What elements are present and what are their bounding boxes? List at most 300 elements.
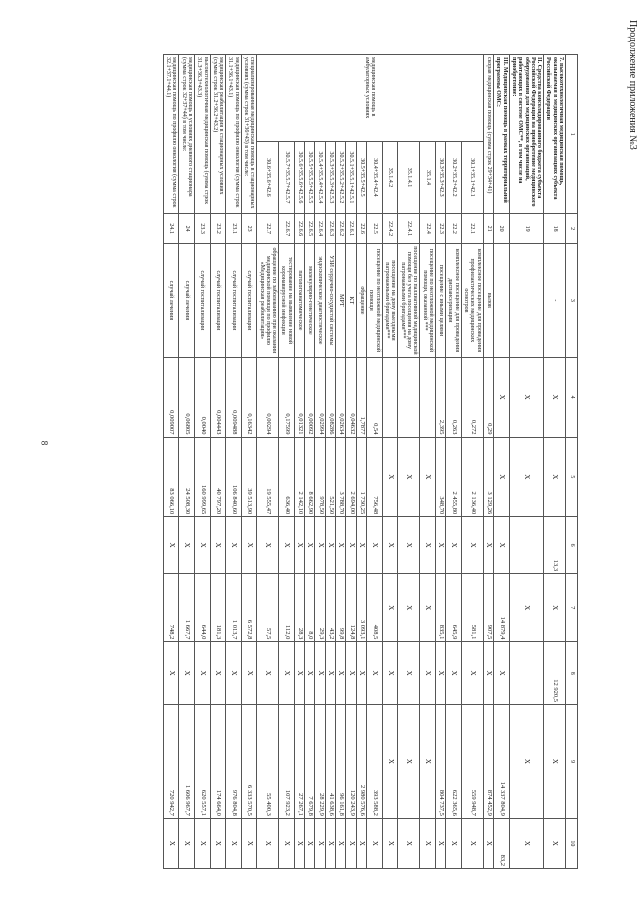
cell-fin6: X	[494, 517, 510, 574]
cell-fin10: X	[305, 818, 315, 868]
row-name: 30.1+35.1+42.1	[461, 141, 483, 214]
cell-norm: 0,02634	[336, 357, 346, 437]
cell-norm: 0,272	[461, 357, 483, 437]
cell-fin7: 907,5	[483, 574, 493, 642]
cell-unit: МРТ	[336, 243, 346, 357]
header-cell-3: 3	[566, 243, 578, 357]
cell-code: 22.4	[420, 214, 436, 244]
cell-cost: 756,48	[367, 437, 383, 517]
cell-fin9: 107 923,2	[279, 705, 295, 819]
cell-fin6: X	[179, 517, 195, 574]
cell-fin10: X	[461, 818, 483, 868]
cell-unit: случай госпитализации	[210, 243, 226, 357]
cell-fin8: X	[367, 642, 383, 705]
cell-unit: комплексное посещение для проведения диспансеризации	[446, 243, 462, 357]
cell-fin6: X	[382, 517, 398, 574]
cell-cost: 2 136,40	[461, 437, 483, 517]
row-name: скорая медицинская помощь (сумма строк 29+34+41)	[483, 55, 493, 214]
cell-cost: 19 555,47	[257, 437, 279, 517]
cell-fin8: X	[325, 642, 335, 705]
header-cell-7: 7	[566, 574, 578, 642]
cell-fin8: X	[315, 642, 325, 705]
cell-fin9: 620 557,1	[194, 705, 210, 819]
cell-fin9: 6 333 570,5	[241, 705, 257, 819]
cell-fin6: X	[398, 517, 420, 574]
cell-cost: X	[494, 437, 510, 517]
cell-unit: случай лечения	[179, 243, 195, 357]
cell-fin9: 1 606 967,7	[179, 705, 195, 819]
cell-fin9: 28 229,9	[315, 705, 325, 819]
cell-fin7: 1 667,7	[179, 574, 195, 642]
cell-norm: 2,395	[435, 357, 445, 437]
header-cell-2: 2	[566, 214, 578, 244]
cell-fin9: X	[509, 705, 543, 819]
cell-fin8: X	[194, 642, 210, 705]
cell-fin6: 13,3	[544, 517, 566, 574]
cell-fin7: 112,0	[279, 574, 295, 642]
header-row	[566, 55, 578, 869]
row-name: медицинская помощь в условиях дневного стационара (сумма строк 32+37+44) в том числе:	[179, 55, 195, 214]
cell-fin6: X	[420, 517, 436, 574]
cell-cost: X	[509, 437, 543, 517]
cell-unit: случай госпитализации	[241, 243, 257, 357]
cell-fin7: 99,8	[336, 574, 346, 642]
cell-fin6: X	[294, 517, 304, 574]
cell-fin9: X	[398, 705, 420, 819]
table-row	[305, 55, 315, 869]
cell-unit: посещение по паллиативной медицинской помощи без учета посещения на дому патронажными бригадами***	[398, 243, 420, 357]
cell-fin6: X	[315, 517, 325, 574]
cell-fin10: X	[226, 818, 242, 868]
cell-norm: 0,0040	[194, 357, 210, 437]
cell-fin6: X	[194, 517, 210, 574]
cell-norm: 0,04632	[346, 357, 356, 437]
cell-fin6: X	[435, 517, 445, 574]
cell-fin6: X	[367, 517, 383, 574]
cell-code: 22.6.5	[305, 214, 315, 244]
cell-fin9: 14 337 804,9	[494, 705, 510, 819]
cell-fin9: 559 948,7	[461, 705, 483, 819]
cell-fin6: X	[305, 517, 315, 574]
cell-cost: 40 797,20	[210, 437, 226, 517]
row-name: медицинская помощь по профилю онкология (сумма строк 31.1+36.1+43.1)	[226, 55, 242, 214]
row-name: 35.1.4.1	[398, 141, 420, 214]
cell-norm: 0,16342	[241, 357, 257, 437]
cell-fin8	[509, 642, 543, 705]
cell-fin7: X	[382, 574, 398, 642]
table-row	[226, 55, 242, 869]
cell-cost: 3 788,70	[336, 437, 346, 517]
header-cell-8: 8	[566, 642, 578, 705]
cell-cost: 3 129,26	[483, 437, 493, 517]
cell-norm: 0,54	[367, 357, 383, 437]
cell-cost: 83 066,10	[163, 437, 179, 517]
cell-code: 23.1	[226, 214, 242, 244]
cell-fin10: X	[356, 818, 366, 868]
header-cell-9: 9	[566, 705, 578, 819]
cell-norm: X	[509, 357, 543, 437]
cell-fin9: 27 267,1	[294, 705, 304, 819]
header-cell-6: 6	[566, 517, 578, 574]
cell-code: 20	[494, 214, 510, 244]
cell-norm: 0,02994	[315, 357, 325, 437]
cell-code: 22.1	[461, 214, 483, 244]
cell-code: 24.1	[163, 214, 179, 244]
cell-code: 22.6.6	[294, 214, 304, 244]
row-name: 30.5.3+35.5.3+42.5.3	[325, 141, 335, 214]
cell-unit: посещение по неотложной медицинской помощи, оказанной ***	[420, 243, 436, 357]
cell-fin8: X	[163, 642, 179, 705]
cell-norm: 0,06805	[179, 357, 195, 437]
cell-fin7: 28,3	[294, 574, 304, 642]
row-name: II. Средства консолидированного бюджета субъекта Российской Федерации на приобретение медицинского оборудования для медицинских организаций, работающих в системе ОМС**, в том числе на приобретение:	[509, 55, 543, 214]
cell-unit: посещение с иными целями	[435, 243, 445, 357]
cell-fin7: 1 013,7	[226, 574, 242, 642]
cell-fin7: 581,1	[461, 574, 483, 642]
cell-fin10: X	[294, 818, 304, 868]
table-row	[179, 55, 195, 869]
row-name: 35.1.4.2	[382, 141, 398, 214]
cell-cost: 636,40	[279, 437, 295, 517]
cell-norm: 0,00092	[305, 357, 315, 437]
cell-fin8: X	[179, 642, 195, 705]
cell-fin9: 96 161,8	[336, 705, 346, 819]
cell-code: 22.6.3	[325, 214, 335, 244]
cell-fin10: X	[544, 818, 566, 868]
cell-fin7: X	[420, 574, 436, 642]
cell-fin9: 174 664,0	[210, 705, 226, 819]
row-name: 35.1.4	[420, 141, 436, 214]
table-row	[294, 55, 304, 869]
cell-fin10: X	[194, 818, 210, 868]
cell-fin10: X	[336, 818, 346, 868]
row-name: 30.5.5+35.5.5+42.5.5	[305, 141, 315, 214]
group-label-ambulatory: медицинская помощь в амбулаторных условиях	[257, 55, 483, 142]
cell-norm: 0,01321	[294, 357, 304, 437]
cell-unit: обращение	[356, 243, 366, 357]
cell-fin8: X	[461, 642, 483, 705]
cell-unit: эндоскопическое диагностическое	[315, 243, 325, 357]
cell-code: 22.6	[356, 214, 366, 244]
table-row	[356, 55, 366, 869]
cell-cost: X	[420, 437, 436, 517]
cell-fin10: X	[420, 818, 436, 868]
table-row	[509, 55, 543, 869]
table-row	[494, 55, 510, 869]
cell-fin10: X	[346, 818, 356, 868]
cell-unit: комплексное посещение для проведения профилактических медицинских осмотров	[461, 243, 483, 357]
cell-norm	[398, 357, 420, 437]
cell-fin6: X	[356, 517, 366, 574]
cell-unit: вызов	[483, 243, 493, 357]
cell-code: 22.3	[435, 214, 445, 244]
cell-unit: -	[544, 243, 566, 357]
cell-code: 23	[241, 214, 257, 244]
cell-fin7: 43,2	[325, 574, 335, 642]
cell-fin7: 29,3	[315, 574, 325, 642]
row-name: высокотехнологичная медицинская помощь (сумма строк 31.3+36.3+43.3)	[194, 55, 210, 214]
cell-norm: 0,263	[446, 357, 462, 437]
cell-fin6: X	[257, 517, 279, 574]
header-cell-1: 1	[566, 55, 578, 214]
cell-fin8: X	[446, 642, 462, 705]
cell-norm: 0,00294	[257, 357, 279, 437]
cell-fin9: 804 737,5	[435, 705, 445, 819]
cell-code: 22.2	[446, 214, 462, 244]
cell-fin10: X	[483, 818, 493, 868]
table-row	[367, 55, 383, 869]
cell-fin6: X	[346, 517, 356, 574]
cell-fin9: 622 365,6	[446, 705, 462, 819]
cell-fin9: 7 679,8	[305, 705, 315, 819]
cell-code: 22.4.2	[382, 214, 398, 244]
cell-fin9: X	[382, 705, 398, 819]
cell-fin7: 6 572,8	[241, 574, 257, 642]
table-row	[279, 55, 295, 869]
table-row	[325, 55, 335, 869]
cell-norm: 0,08286	[325, 357, 335, 437]
cell-fin9: 55 400,3	[257, 705, 279, 819]
cell-unit: случай госпитализации	[194, 243, 210, 357]
cell-fin6: X	[279, 517, 295, 574]
cell-fin7: X	[544, 574, 566, 642]
cell-fin7: X	[509, 574, 543, 642]
cell-fin7: 181,3	[210, 574, 226, 642]
row-name: 30.5.6+35.5.6+42.5.6	[294, 141, 304, 214]
cell-fin6: X	[210, 517, 226, 574]
cell-fin10: X	[179, 818, 195, 868]
cell-fin9: 874 452,9	[483, 705, 493, 819]
row-name: 30.5.2+35.5.2+42.5.2	[336, 141, 346, 214]
cell-code: 23.3	[194, 214, 210, 244]
cell-code: 22.4.1	[398, 214, 420, 244]
cell-fin9: X	[420, 705, 436, 819]
table-row	[544, 55, 566, 869]
cell-cost: X	[398, 437, 420, 517]
cell-fin8: X	[226, 642, 242, 705]
cell-fin6: X	[461, 517, 483, 574]
table-row	[315, 55, 325, 869]
cell-fin10: X	[367, 818, 383, 868]
cell-fin8: X	[398, 642, 420, 705]
cell-unit	[509, 243, 543, 357]
cell-fin10: X	[241, 818, 257, 868]
cell-fin7: 835,1	[435, 574, 445, 642]
cell-cost: 1 730,25	[356, 437, 366, 517]
table-row	[435, 55, 445, 869]
table-row	[483, 55, 493, 869]
financing-table	[163, 54, 578, 869]
table-row	[398, 55, 420, 869]
cell-fin8: X	[382, 642, 398, 705]
cell-fin10: 83,2	[494, 818, 510, 868]
cell-unit: тестирование на выявление новой коронавирусной инфекции	[279, 243, 295, 357]
cell-fin10: X	[315, 818, 325, 868]
row-name: 30.5.4+35.5.4+42.5.4	[315, 141, 325, 214]
cell-fin10: X	[279, 818, 295, 868]
cell-norm: 0,17599	[279, 357, 295, 437]
cell-fin9: X	[544, 705, 566, 819]
cell-fin6: X	[446, 517, 462, 574]
cell-fin8: X	[241, 642, 257, 705]
cell-fin10: X	[382, 818, 398, 868]
cell-code: 22.6.4	[315, 214, 325, 244]
rotated-table-container	[50, 54, 578, 869]
cell-fin6: X	[241, 517, 257, 574]
cell-fin8: X	[336, 642, 346, 705]
table-row	[461, 55, 483, 869]
cell-norm	[420, 357, 436, 437]
cell-fin8: X	[435, 642, 445, 705]
cell-norm	[382, 357, 398, 437]
cell-fin10: X	[257, 818, 279, 868]
cell-fin7: 57,5	[257, 574, 279, 642]
cell-code: 24	[179, 214, 195, 244]
cell-norm: X	[544, 357, 566, 437]
cell-fin8: X	[305, 642, 315, 705]
cell-cost: 521,50	[325, 437, 335, 517]
cell-fin8: X	[356, 642, 366, 705]
table-row	[241, 55, 257, 869]
cell-norm: 0,009007	[163, 357, 179, 437]
table-row	[163, 55, 179, 869]
cell-fin10: X	[435, 818, 445, 868]
cell-unit: УЗИ сердечно-сосудистой системы	[325, 243, 335, 357]
cell-unit: КТ	[346, 243, 356, 357]
cell-unit: патологоанатомическое	[294, 243, 304, 357]
cell-unit: посещение по неотложной медицинской помощи	[367, 243, 383, 357]
cell-fin9: 976 804,8	[226, 705, 242, 819]
table-row	[446, 55, 462, 869]
cell-fin10: X	[398, 818, 420, 868]
row-name: 30.3+35.3+42.3	[435, 141, 445, 214]
cell-cost: 2 455,80	[446, 437, 462, 517]
cell-fin9: 720 942,7	[163, 705, 179, 819]
cell-fin9: 120 243,9	[346, 705, 356, 819]
cell-fin10: X	[163, 818, 179, 868]
cell-code: 22.6.7	[279, 214, 295, 244]
cell-fin8: X	[210, 642, 226, 705]
row-name: III. Медицинская помощь в рамках территориальной программы ОМС:	[494, 55, 510, 214]
table-row	[336, 55, 346, 869]
table-row	[210, 55, 226, 869]
row-name: медицинская помощь по профилю онкология (сумма строк 32.1+37.1+44.1)	[163, 55, 179, 214]
table-row	[346, 55, 356, 869]
cell-fin7: 3 093,1	[356, 574, 366, 642]
row-name: 30.4+35.4+42.4	[367, 141, 383, 214]
cell-fin7: 8,0	[305, 574, 315, 642]
cell-fin8: X	[346, 642, 356, 705]
cell-cost: 39 513,90	[241, 437, 257, 517]
cell-norm: 0,004443	[210, 357, 226, 437]
cell-norm: 0,29	[483, 357, 493, 437]
table-row	[257, 55, 279, 869]
cell-cost: 978,50	[315, 437, 325, 517]
cell-norm: 1,7877	[356, 357, 366, 437]
cell-fin7: 408,5	[367, 574, 383, 642]
cell-fin8: X	[483, 642, 493, 705]
header-cell-10: 10	[566, 818, 578, 868]
cell-unit	[494, 243, 510, 357]
table-body	[163, 55, 565, 869]
row-name: медицинская реабилитация в стационарных условиях (сумма строк 31.2+36.2+43.2)	[210, 55, 226, 214]
cell-cost: 106 840,60	[226, 437, 242, 517]
cell-fin6: X	[336, 517, 346, 574]
cell-cost: X	[544, 437, 566, 517]
cell-fin10: X	[325, 818, 335, 868]
cell-fin7: 748,2	[163, 574, 179, 642]
cell-unit: случай госпитализации	[226, 243, 242, 357]
row-name: 7. высокотехнологичная медицинская помощь, оказываемая в медицинских организациях субъекта Российской Федерации	[544, 55, 566, 214]
table-row	[420, 55, 436, 869]
cell-fin7: 14 879,4	[494, 574, 510, 642]
cell-code: 18	[544, 214, 566, 244]
cell-fin6	[509, 517, 543, 574]
cell-fin8: 12 920,5	[544, 642, 566, 705]
cell-fin9: 393 588,2	[367, 705, 383, 819]
cell-unit: случай лечения	[163, 243, 179, 357]
cell-code: 22.6.1	[346, 214, 356, 244]
page-number: 8	[39, 440, 50, 446]
cell-norm: 0,009488	[226, 357, 242, 437]
cell-cost: 24 508,30	[179, 437, 195, 517]
cell-fin8: X	[279, 642, 295, 705]
cell-unit: обращение по заболеванию при оказании медицинской помощи по профилю «Медицинская реабилитация»	[257, 243, 279, 357]
cell-code: 22.6.2	[336, 214, 346, 244]
row-name: специализированная медицинская помощь в стационарных условиях (сумма строк 31+36+43) в том числе:	[241, 55, 257, 214]
table-row	[382, 55, 398, 869]
cell-code: 19	[509, 214, 543, 244]
cell-fin10: X	[446, 818, 462, 868]
row-name: 30.5+35.5+42.5	[356, 141, 366, 214]
cell-code: 21	[483, 214, 493, 244]
cell-fin8: X	[420, 642, 436, 705]
cell-cost: 348,70	[435, 437, 445, 517]
cell-fin8: X	[257, 642, 279, 705]
cell-fin7: 645,9	[446, 574, 462, 642]
cell-cost: X	[382, 437, 398, 517]
cell-fin6: X	[325, 517, 335, 574]
cell-fin6: X	[163, 517, 179, 574]
cell-fin6: X	[483, 517, 493, 574]
row-name: 30.5.7+35.5.7+42.5.7	[279, 141, 295, 214]
cell-fin8: X	[494, 642, 510, 705]
cell-fin6: X	[226, 517, 242, 574]
cell-fin9: 41 638,6	[325, 705, 335, 819]
cell-fin7: X	[398, 574, 420, 642]
cell-norm: X	[494, 357, 510, 437]
row-name: 30.5.1+35.5.1+42.5.1	[346, 141, 356, 214]
cell-code: 22.7	[257, 214, 279, 244]
cell-code: 22.5	[367, 214, 383, 244]
cell-unit: молекулярно-генетическое	[305, 243, 315, 357]
table-row	[194, 55, 210, 869]
cell-fin9: 2 980 576,6	[356, 705, 366, 819]
row-name: 30.6+35.6+42.6	[257, 141, 279, 214]
page-caption: Продолжение приложения №3	[627, 20, 638, 150]
cell-cost: 160 999,65	[194, 437, 210, 517]
cell-fin10: X	[509, 818, 543, 868]
cell-fin8: X	[294, 642, 304, 705]
header-cell-5: 5	[566, 437, 578, 517]
cell-cost: 2 694,00	[346, 437, 356, 517]
cell-code: 23.2	[210, 214, 226, 244]
cell-unit: посещение на дому выездными патронажными бригадами***	[382, 243, 398, 357]
row-name: 30.2+35.2+42.2	[446, 141, 462, 214]
header-cell-4: 4	[566, 357, 578, 437]
cell-fin10: X	[210, 818, 226, 868]
cell-fin7: 124,8	[346, 574, 356, 642]
